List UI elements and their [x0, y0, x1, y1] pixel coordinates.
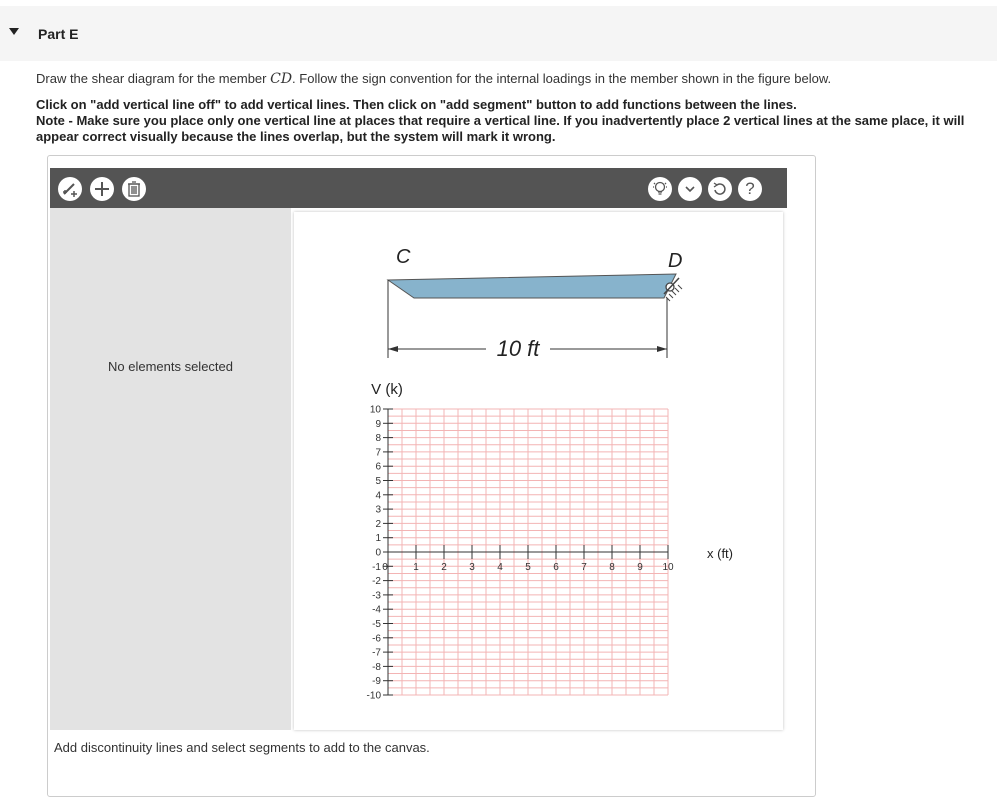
y-tick-label: -7 [372, 647, 381, 659]
x-axis-label: x (ft) [707, 546, 733, 561]
instruction-note: Note - Make sure you place only one vertical line at places that require a vertical line. If you inadvertently place 2 vertical lines at the same place, it will appear correct visually because the lines overlap, but the system will mark it wrong. [36, 113, 965, 144]
y-tick-label: 1 [375, 533, 381, 545]
label-d: D [668, 250, 683, 272]
y-tick-label: -4 [372, 604, 381, 616]
y-tick-label: 3 [375, 504, 381, 516]
y-tick-label: -3 [372, 590, 381, 602]
reset-button[interactable] [708, 177, 732, 201]
add-vertical-line-button[interactable] [58, 177, 82, 201]
x-tick-label: 1 [413, 562, 419, 573]
beam-member [388, 274, 676, 298]
y-tick-label: -9 [372, 676, 381, 688]
help-button[interactable] [738, 177, 762, 201]
instruction-add-lines: Click on "add vertical line off" to add vertical lines. Then click on "add segment" button to add functions between the lines. [36, 97, 797, 112]
dimension-label: 10 ft [496, 336, 540, 361]
part-title: Part E [38, 26, 79, 42]
no-selection-text: No elements selected [107, 359, 233, 374]
y-tick-label: -8 [372, 661, 381, 673]
diagram-canvas[interactable] [294, 212, 783, 730]
add-segment-button[interactable] [90, 177, 114, 201]
instruction-text: Draw the shear diagram for the member CD. Follow the sign convention for the internal loadings in the member shown in the figure below. [36, 71, 832, 87]
y-tick-label: 0 [375, 547, 381, 559]
delete-button[interactable] [122, 177, 146, 201]
y-tick-label: 8 [375, 433, 381, 445]
plus-icon [94, 181, 110, 197]
selection-panel [50, 208, 291, 730]
y-tick-label: 2 [375, 518, 381, 530]
y-tick-label: 5 [375, 476, 381, 487]
y-axis-label: V (k) [371, 381, 403, 398]
part-header[interactable] [0, 6, 997, 61]
y-tick-label: -10 [366, 690, 381, 702]
x-tick-label: 7 [581, 562, 587, 573]
y-tick-label: -2 [372, 576, 381, 588]
x-tick-label: 6 [553, 562, 559, 573]
y-tick-label: 6 [375, 461, 381, 473]
lightbulb-icon [652, 181, 668, 197]
shear-diagram-svg[interactable] [294, 212, 783, 730]
x-tick-label: 3 [469, 562, 475, 573]
more-button[interactable] [678, 177, 702, 201]
chevron-down-icon [684, 183, 696, 195]
trash-icon [127, 181, 141, 197]
x-tick-label: 4 [497, 562, 503, 573]
hint-button[interactable] [648, 177, 672, 201]
x-tick-label: 5 [525, 562, 531, 573]
y-tick-label: 4 [375, 490, 381, 502]
y-tick-label: 9 [375, 418, 381, 430]
y-tick-label: 10 [369, 404, 381, 416]
toolbar [50, 168, 787, 208]
add-vertical-line-icon [62, 181, 78, 197]
label-c: C [396, 246, 411, 268]
reset-icon [712, 181, 728, 197]
x-tick-label: 10 [662, 562, 674, 573]
x-tick-label: 0 [382, 562, 388, 573]
y-tick-label: -6 [372, 633, 381, 645]
x-tick-label: 8 [609, 562, 615, 573]
drawing-widget [47, 155, 816, 797]
x-tick-label: 2 [441, 562, 447, 573]
beam-figure [388, 246, 682, 361]
footer-message: Add discontinuity lines and select segments to add to the canvas. [54, 740, 430, 755]
x-tick-label: 9 [637, 562, 643, 573]
plot-ticks [367, 405, 674, 702]
help-icon: ? [745, 179, 755, 198]
y-tick-label: 7 [375, 447, 381, 459]
collapse-caret-icon[interactable] [9, 28, 19, 35]
y-tick-label: -1 [372, 561, 381, 573]
y-tick-label: -5 [372, 619, 381, 630]
